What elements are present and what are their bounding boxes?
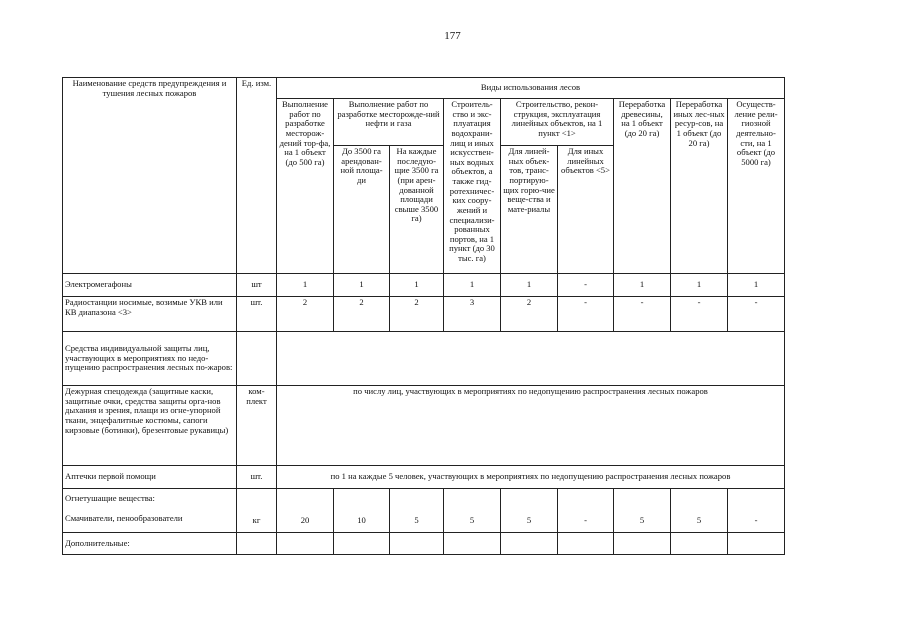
table-row	[63, 386, 785, 466]
row-unit: ком-плект	[237, 386, 277, 466]
table-row	[63, 533, 785, 555]
cell-value	[334, 533, 390, 555]
row-name: Средства индивидуальной защиты лиц, участвующих в мероприятиях по недо-пущению распространения лесных по-жаров:	[63, 332, 237, 386]
cell-value: -	[728, 489, 785, 533]
cell-value: 5	[444, 489, 501, 533]
row-unit: шт	[237, 274, 277, 297]
header-usage-types: Виды использования лесов	[277, 78, 785, 99]
table-row	[63, 274, 785, 297]
header-reservoirs: Строитель-ство и экс-плуатация водохрани-лищ и иных искусствен-ных водных объектов, а также гид-ротехничес-ких соору-жений и специализи-рованных портов, на 1 пункт (до 30 тыс. га)	[444, 99, 501, 274]
header-oil-gas-3500: До 3500 га арендован-ной площа-ди	[334, 146, 390, 274]
header-peat: Выполнение работ по разработке месторож-дений тор-фа, на 1 объект (до 500 га)	[277, 99, 334, 274]
cell-value	[558, 533, 614, 555]
cell-value: -	[728, 297, 785, 332]
cell-value: 2	[501, 297, 558, 332]
header-oil-gas: Выполнение работ по разработке месторожде-ний нефти и газа	[334, 99, 444, 146]
header-oil-gas-each-3500: На каждые последую-щие 3500 га (при арен-дованной площади свыше 3500 га)	[390, 146, 444, 274]
table-row	[63, 466, 785, 489]
cell-value: -	[558, 297, 614, 332]
cell-value: 1	[501, 274, 558, 297]
cell-value	[614, 533, 671, 555]
row-unit: кг	[237, 489, 277, 533]
cell-value: -	[671, 297, 728, 332]
row-span-text: по 1 на каждые 5 человек, участвующих в мероприятиях по недопущению распространения лесных пожаров	[277, 466, 785, 489]
cell-value: 20	[277, 489, 334, 533]
row-name-line: Огнетушащие вещества:	[65, 493, 155, 503]
header-name: Наименование средств предупреждения и тушения лесных пожаров	[63, 78, 237, 274]
header-wood-processing: Переработка древесины, на 1 объект (до 20 га)	[614, 99, 671, 274]
row-empty-span	[277, 332, 785, 386]
row-unit: шт.	[237, 466, 277, 489]
cell-value: 1	[728, 274, 785, 297]
row-name: Дежурная спецодежда (защитные каски, защитные очки, средства защиты орга-нов дыхания и зрения, плащи из огне-упорной ткани, энцефалитные костюмы, сапоги кирзовые (ботинки), брезентовые рукавицы)	[63, 386, 237, 466]
cell-value	[390, 533, 444, 555]
row-name-line: Смачиватели, пенообразователи	[65, 512, 183, 523]
cell-value: 5	[501, 489, 558, 533]
row-name: Дополнительные:	[63, 533, 237, 555]
row-unit	[237, 332, 277, 386]
row-unit	[237, 533, 277, 555]
row-span-text: по числу лиц, участвующих в мероприятиях по недопущению распространения лесных пожаров	[277, 386, 785, 466]
cell-value: 10	[334, 489, 390, 533]
cell-value: 1	[390, 274, 444, 297]
cell-value	[501, 533, 558, 555]
cell-value: 5	[671, 489, 728, 533]
row-unit: шт.	[237, 297, 277, 332]
header-linear-other: Для иных линейных объектов <5>	[558, 146, 614, 274]
cell-value: 1	[334, 274, 390, 297]
cell-value: 5	[614, 489, 671, 533]
cell-value	[671, 533, 728, 555]
cell-value: -	[558, 274, 614, 297]
cell-value	[728, 533, 785, 555]
cell-value: -	[558, 489, 614, 533]
cell-value: 2	[390, 297, 444, 332]
table-row	[63, 489, 785, 533]
table-row	[63, 332, 785, 386]
row-name: Электромегафоны	[63, 274, 237, 297]
header-linear-objects: Строительство, рекон-струкция, эксплуатация линейных объектов, на 1 пункт <1>	[501, 99, 614, 146]
header-religious: Осуществ-ление рели-гиозной деятельно-сти, на 1 объект (до 5000 га)	[728, 99, 785, 274]
cell-value: 1	[671, 274, 728, 297]
header-linear-fuel: Для линей-ных объек-тов, транс-портирую-щих горю-чие веще-ства и мате-риалы	[501, 146, 558, 274]
table-row	[63, 297, 785, 332]
row-name: Радиостанции носимые, возимые УКВ или КВ диапазона <3>	[63, 297, 237, 332]
row-name	[63, 489, 237, 533]
cell-value: 1	[444, 274, 501, 297]
cell-value: 2	[334, 297, 390, 332]
cell-value: 5	[390, 489, 444, 533]
cell-value	[444, 533, 501, 555]
cell-value: 2	[277, 297, 334, 332]
cell-value	[277, 533, 334, 555]
cell-value: 1	[277, 274, 334, 297]
row-name: Аптечки первой помощи	[63, 466, 237, 489]
cell-value: 3	[444, 297, 501, 332]
page-number: 177	[444, 30, 461, 42]
cell-value: -	[614, 297, 671, 332]
cell-value: 1	[614, 274, 671, 297]
header-unit: Ед. изм.	[237, 78, 277, 274]
header-other-resources: Переработка иных лес-ных ресур-сов, на 1 объект (до 20 га)	[671, 99, 728, 274]
fire-equipment-table	[62, 77, 785, 555]
